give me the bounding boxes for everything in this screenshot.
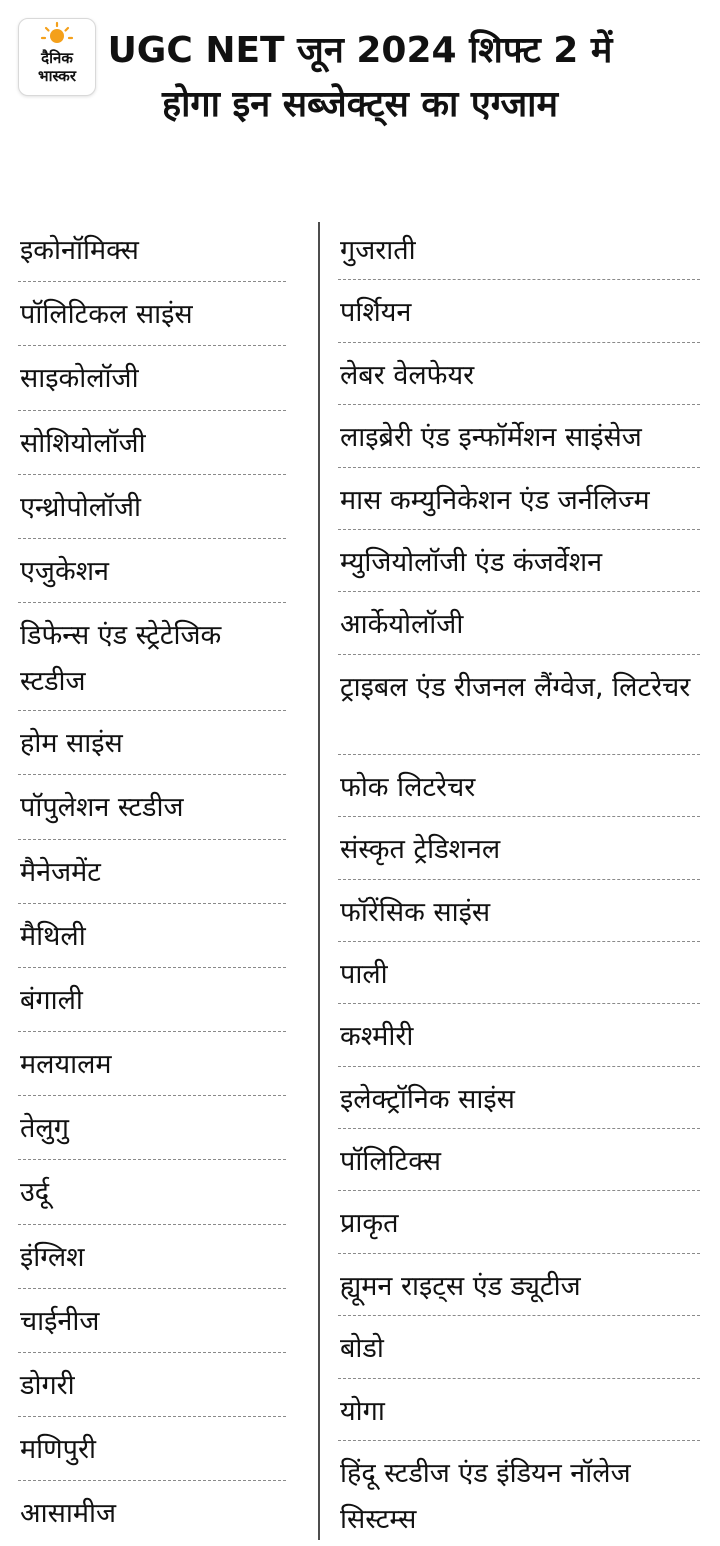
subject-item: मलयालम: [18, 1032, 286, 1096]
subject-item: लाइब्रेरी एंड इन्फॉर्मेशन साइंसेज: [338, 405, 700, 467]
sun-icon: [19, 19, 95, 95]
subject-item: एजुकेशन: [18, 539, 286, 603]
subject-item: हिंदू स्टडीज एंड इंडियन नॉलेज सिस्टम्स: [340, 1458, 631, 1536]
subject-item: मैनेजमेंट: [18, 840, 286, 904]
subject-item: होम साइंस: [18, 711, 286, 775]
subject-item: लेबर वेलफेयर: [338, 343, 700, 405]
subject-item: फोक लिटरेचर: [338, 755, 700, 817]
subject-item: डिफेन्स एंड स्ट्रेटेजिक स्टडीज: [18, 603, 286, 711]
subject-item: मास कम्युनिकेशन एंड जर्नलिज्म: [338, 468, 700, 530]
subject-item: बोडो: [338, 1316, 700, 1378]
subject-item: फॉरेंसिक साइंस: [338, 880, 700, 942]
subject-item: मैथिली: [18, 904, 286, 968]
subject-item: पाली: [338, 942, 700, 1004]
left-subject-list: [18, 218, 286, 1546]
subject-item: गुजराती: [338, 218, 700, 280]
subject-item: कश्मीरी: [338, 1004, 700, 1066]
subject-item: ह्यूमन राइट्स एंड ड्यूटीज: [338, 1254, 700, 1316]
subject-item: आर्केयोलॉजी: [338, 592, 700, 654]
subject-item: ट्राइबल एंड रीजनल लैंग्वेज, लिटरेचर: [338, 655, 700, 755]
subject-item: पॉपुलेशन स्टडीज: [18, 775, 286, 839]
column-divider: [318, 222, 320, 1540]
subject-item: एन्थ्रोपोलॉजी: [18, 475, 286, 539]
subject-item: प्राकृत: [338, 1191, 700, 1253]
subject-item: साइकोलॉजी: [18, 346, 286, 410]
subject-item: बंगाली: [18, 968, 286, 1032]
subject-item: म्युजियोलॉजी एंड कंजर्वेशन: [338, 530, 700, 592]
right-subject-list: [338, 218, 700, 1541]
dainik-bhaskar-logo[interactable]: [18, 18, 96, 96]
subject-item: उर्दू: [18, 1160, 286, 1224]
subject-item: मणिपुरी: [18, 1417, 286, 1481]
subject-item: डोगरी: [18, 1353, 286, 1417]
subject-item: पर्शियन: [338, 280, 700, 342]
svg-text:भास्कर: भास्कर: [38, 67, 76, 85]
subject-item: संस्कृत ट्रेडिशनल: [338, 817, 700, 879]
page-title: UGC NET जून 2024 शिफ्ट 2 में होगा इन सब्जेक्ट्स का एग्जाम: [107, 30, 613, 125]
subject-item: योगा: [338, 1379, 700, 1441]
subject-item: इलेक्ट्रॉनिक साइंस: [338, 1067, 700, 1129]
subject-item: इकोनॉमिक्स: [18, 218, 286, 282]
subject-item: तेलुगु: [18, 1096, 286, 1160]
subject-item: चाईनीज: [18, 1289, 286, 1353]
subject-item: इंग्लिश: [18, 1225, 286, 1289]
subject-item: सोशियोलॉजी: [18, 411, 286, 475]
svg-text:दैनिक: दैनिक: [41, 49, 73, 67]
subject-item: आसामीज: [20, 1498, 117, 1530]
subject-item: पॉलिटिकल साइंस: [18, 282, 286, 346]
subject-item: पॉलिटिक्स: [338, 1129, 700, 1191]
